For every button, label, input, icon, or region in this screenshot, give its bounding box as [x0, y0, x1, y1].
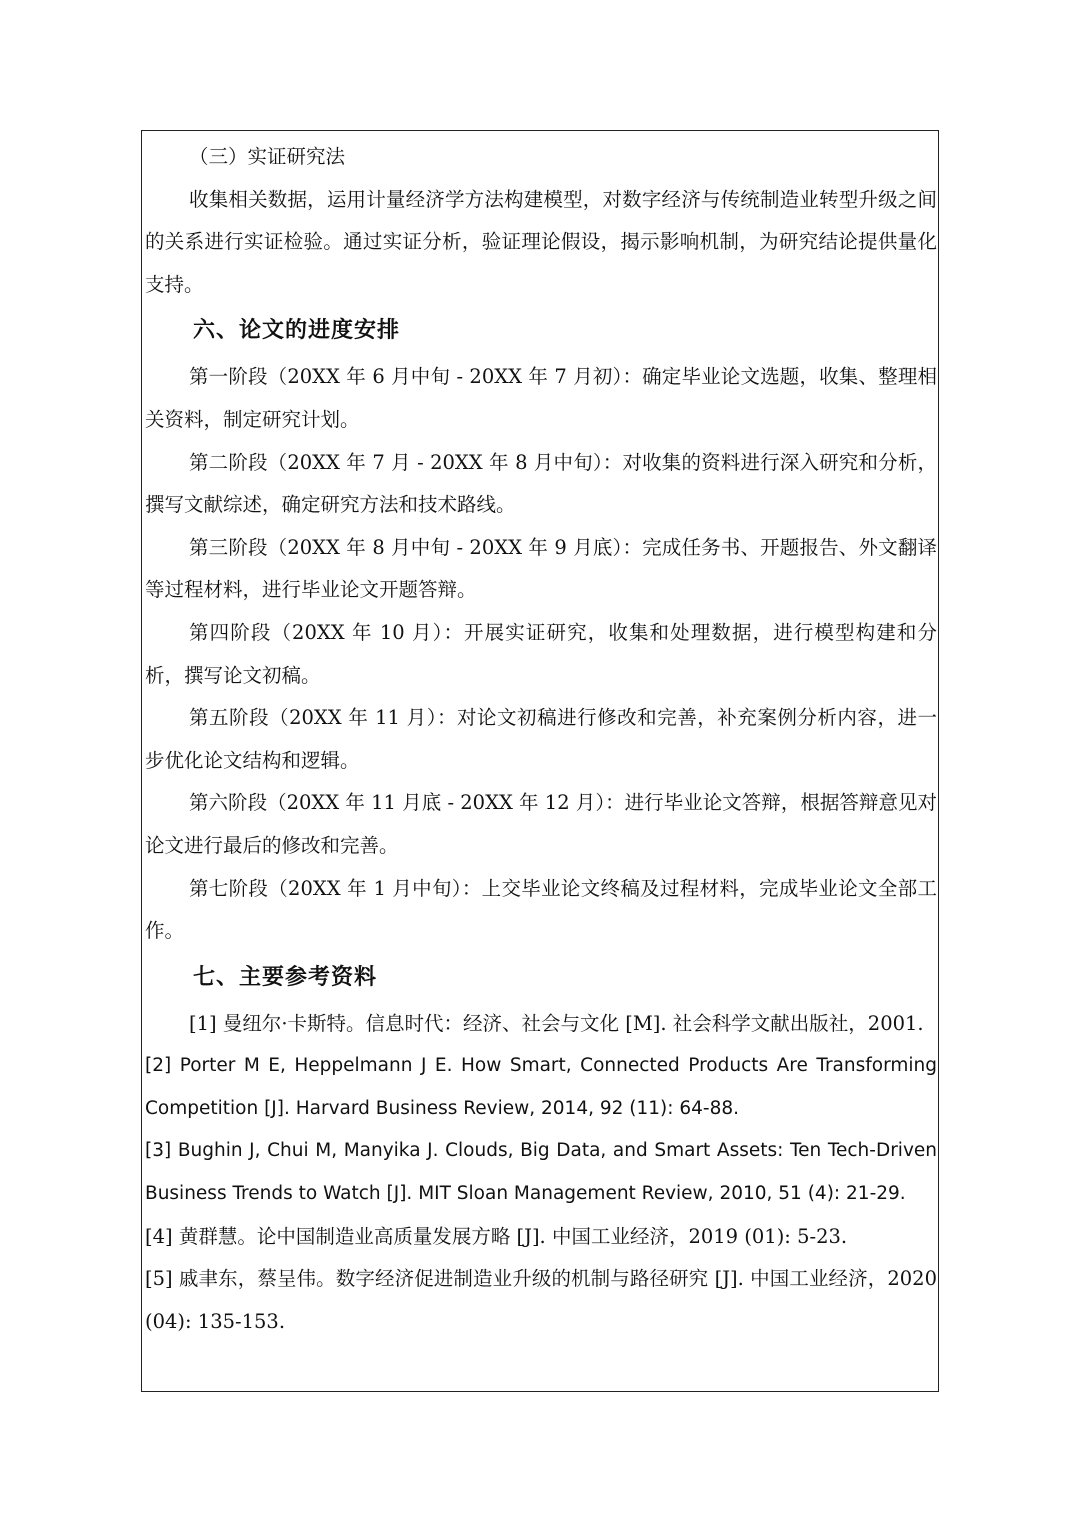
reference-3: [3] Bughin J, Chui M, Manyika J. Clouds, Big Data, and Smart Assets: Ten Tech-Driven Business Trends to Watch [J]. MIT Sloan Management Review, 2010, 51 (4): 21-29. — [145, 1140, 937, 1205]
schedule-stage-2: 第二阶段（20XX 年 7 月 - 20XX 年 8 月中旬）：对收集的资料进行深入研究和分析，撰写文献综述，确定研究方法和技术路线。 — [145, 450, 937, 517]
schedule-stage-3: 第三阶段（20XX 年 8 月中旬 - 20XX 年 9 月底）：完成任务书、开题报告、外文翻译等过程材料，进行毕业论文开题答辩。 — [145, 535, 937, 602]
reference-1: [1] 曼纽尔·卡斯特。信息时代：经济、社会与文化 [M]. 社会科学文献出版社，2001. — [189, 1011, 924, 1035]
paragraph-empirical-method: 收集相关数据，运用计量经济学方法构建模型，对数字经济与传统制造业转型升级之间的关系进行实证检验。通过实证分析，验证理论假设，揭示影响机制，为研究结论提供量化支持。 — [145, 187, 937, 296]
section-heading-references: 七、主要参考资料 — [193, 964, 378, 990]
subheading-empirical-method: （三）实证研究法 — [189, 145, 346, 168]
schedule-stage-7: 第七阶段（20XX 年 1 月中旬）：上交毕业论文终稿及过程材料，完成毕业论文全部工作。 — [145, 876, 937, 943]
schedule-stage-5: 第五阶段（20XX 年 11 月）：对论文初稿进行修改和完善，补充案例分析内容，进一步优化论文结构和逻辑。 — [145, 706, 937, 772]
schedule-stage-1: 第一阶段（20XX 年 6 月中旬 - 20XX 年 7 月初）：确定毕业论文选题，收集、整理相关资料，制定研究计划。 — [145, 365, 937, 431]
reference-4: [4] 黄群慧。论中国制造业高质量发展方略 [J]. 中国工业经济，2019 (01): 5-23. — [145, 1224, 848, 1248]
schedule-stage-6: 第六阶段（20XX 年 11 月底 - 20XX 年 12 月）：进行毕业论文答辩，根据答辩意见对论文进行最后的修改和完善。 — [145, 791, 937, 857]
reference-2: [2] Porter M E, Heppelmann J E. How Smart, Connected Products Are Transforming Competition [J]. Harvard Business Review, 2014, 92 (11): 64-88. — [145, 1055, 937, 1119]
document-body — [145, 136, 937, 1343]
schedule-stage-4: 第四阶段（20XX 年 10 月）：开展实证研究，收集和处理数据，进行模型构建和分析，撰写论文初稿。 — [145, 620, 937, 687]
section-heading-schedule: 六、论文的进度安排 — [193, 318, 401, 344]
reference-5: [5] 戚聿东，蔡呈伟。数字经济促进制造业升级的机制与路径研究 [J]. 中国工业经济，2020 (04): 135-153. — [145, 1267, 937, 1333]
